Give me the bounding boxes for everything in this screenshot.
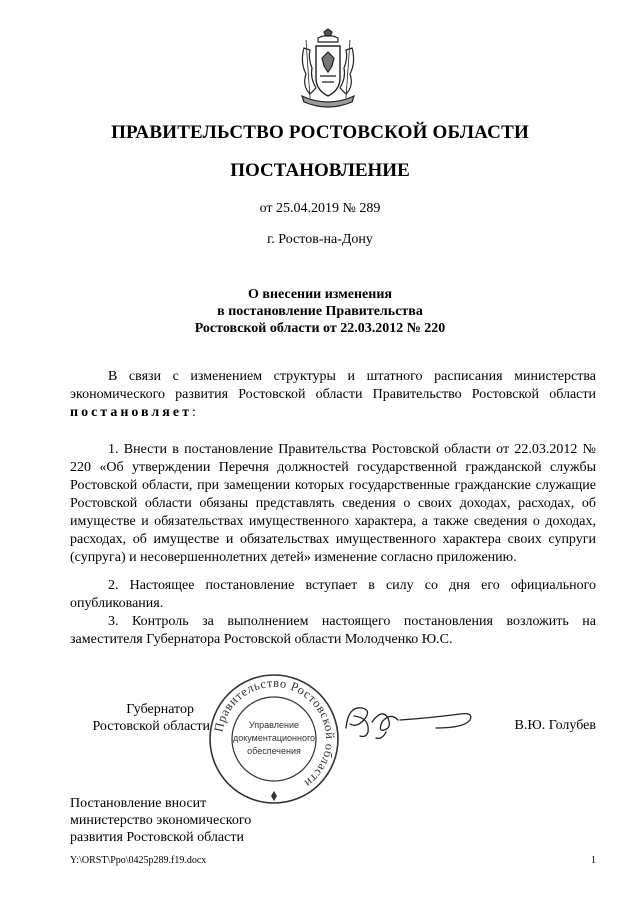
subject-line: в постановление Правительства	[217, 304, 423, 319]
signatory-title-line: Губернатор	[126, 702, 194, 717]
document-date-number: от 25.04.2019 № 289	[259, 201, 381, 216]
introduced-by-block	[70, 795, 330, 846]
page-number: 1	[591, 855, 596, 866]
item-3-paragraph: 3. Контроль за выполнением настоящего постановления возложить на заместителя Губернатора Ростовской области Молодченко Ю.С.	[70, 614, 596, 647]
signatory-title	[70, 701, 210, 735]
item-1-paragraph: 1. Внести в постановление Правительства Ростовской области от 22.03.2012 № 220 «Об утверждении Перечня должностей государственной гражданской службы Ростовской области, при замещении которых государственные гражданские служащие Ростовской области обязаны представлять сведения о своих доходах, расходах, об имуществе и обязательствах имущественного характера, а также сведения о доходах, расходах, об имуществе и обязательствах имущественного характера своих супруги (супруга) и несовершеннолетних детей» изменение согласно приложению.	[70, 442, 596, 565]
introduced-by-line: Постановление вносит	[70, 796, 207, 811]
subject-line: Ростовской области от 22.03.2012 № 220	[194, 321, 446, 336]
introduced-by-line: министерство экономического	[70, 813, 252, 828]
stamp-ring-text: Правительство Ростовской области	[211, 675, 338, 791]
document-subject	[0, 286, 640, 337]
coat-of-arms-emblem	[296, 28, 360, 110]
stamp-inner-line: Управление	[248, 720, 300, 730]
signatory-name: В.Ю. Голубев	[514, 718, 596, 733]
subject-line: О внесении изменения	[248, 287, 392, 302]
document-type-title: ПОСТАНОВЛЕНИЕ	[230, 160, 410, 181]
introduced-by-line: развития Ростовской области	[70, 830, 244, 845]
stamp-inner-line: документационного	[232, 733, 316, 743]
stamp-inner-line: обеспечения	[247, 746, 301, 756]
document-city: г. Ростов-на-Дону	[267, 232, 373, 247]
signatory-title-line: Ростовской области	[92, 719, 210, 734]
government-title: ПРАВИТЕЛЬСТВО РОСТОВСКОЙ ОБЛАСТИ	[111, 122, 529, 143]
item-2-paragraph: 2. Настоящее постановление вступает в силу со дня его официального опубликования.	[70, 578, 596, 611]
footer-file-path: Y:\ORST\Ppo\0425p289.f19.docx	[70, 855, 207, 866]
preamble-text: В связи с изменением структуры и штатного расписания министерства экономического развития Ростовской области Правительство Ростовской области	[70, 369, 596, 402]
decree-word: постановляет	[70, 405, 192, 420]
handwritten-signature	[340, 698, 480, 742]
preamble-colon: :	[191, 405, 196, 420]
official-stamp	[206, 671, 342, 807]
preamble-paragraph	[70, 368, 596, 422]
